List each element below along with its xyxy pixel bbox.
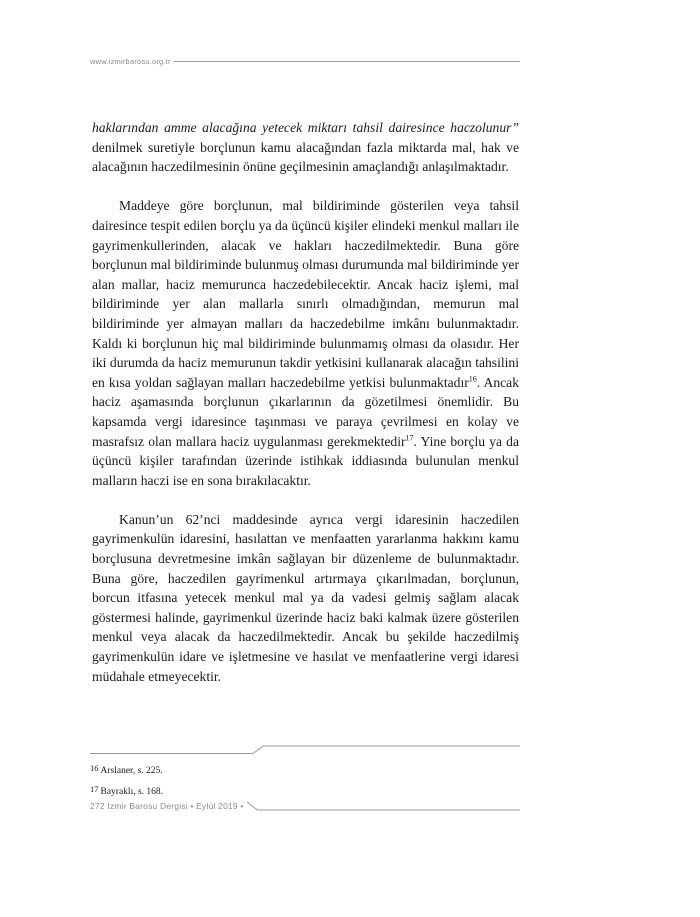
paragraph-1-rest: denilmek suretiyle borçlunun kamu alacağından fazla miktarda mal, hak ve alacağının haczedilmesinin önüne geçilmesinin amaçlandığı anlaşılmaktadır.: [92, 139, 519, 175]
footer-text: 272 İzmir Barosu Dergisi • Eylül 2019 •: [90, 801, 244, 811]
footnote-text: Arslaner, s. 225.: [100, 766, 163, 776]
footnote-number: 16: [90, 763, 99, 773]
footnote-16: [90, 761, 520, 778]
footer-rule: [247, 799, 520, 813]
paragraph-2-part-c: . Yine borçlu ya da üçüncü kişiler tarafından üzerinde istihkak iddiasında bulunulan menkul malların haczi ise en sona bırakılacaktır.: [92, 433, 519, 488]
paragraph-2-part-b: . Ancak haciz aşamasında borçlunun çıkarlarının da gözetilmesi önemlidir. Bu kapsamda vergi idaresince taşınması ve paraya çevrilmesi en kolay ve masrafsız olan mallara haciz uygulanması gerekmektedir: [92, 374, 519, 449]
main-text: [92, 118, 519, 686]
paragraph-2-part-a: Maddeye göre borçlunun, mal bildiriminde gösterilen veya tahsil dairesince tespit edilen borçlu ya da üçüncü kişiler elindeki menkul malları ile gayrimenkullerinden, alacak ve hakları haczedilmektedir. Buna göre borçlunun mal bildiriminde bulunmuş olması durumunda mal bildiriminde yer alan mallar, haciz memurunca haczedebilecektir. Ancak haciz işlemi, mal bildiriminde yer alan mallarla sınırlı olmadığından, memurun mal bildiriminde yer almayan malları da haczedebilme imkânı bulunmaktadır. Kaldı ki borçlunun hiç mal bildiriminde bulunmamış olması da olasıdır. Her iki durumda da haciz memurunun takdir yetkisini kullanarak alacağın tahsilini en kısa yoldan sağlayan malları haczedebilme yetkisi bulunmaktadır: [92, 198, 519, 390]
footnote-ref-17[interactable]: 17: [405, 432, 414, 442]
page-footer: [90, 798, 520, 814]
footnote-17: [90, 782, 520, 799]
quote-italic: haklarından amme alacağına yetecek miktarı tahsil dairesince haczolunur”: [92, 120, 519, 135]
footnote-ref-16[interactable]: 16: [468, 374, 477, 384]
footnote-number: 17: [90, 784, 99, 794]
page-header: [90, 54, 520, 68]
footnotes: [90, 761, 520, 803]
footnote-separator: [90, 744, 520, 756]
header-url: www.izmirbarosu.org.tr: [90, 56, 171, 66]
paragraph-1: [92, 118, 519, 177]
footnote-text: Bayraklı, s. 168.: [100, 787, 164, 797]
header-rule: [174, 61, 520, 62]
paragraph-3: Kanun’un 62’nci maddesinde ayrıca vergi idaresinin haczedilen gayrimenkulün idaresini, hasılattan ve menfaatten yararlanma hakkını kamu borçlusuna devretmesine imkân sağlayan bir düzenleme de bulunmaktadır. Buna göre, haczedilen gayrimenkul artırmaya çıkarılmadan, borçlunun, borcun itfasına yetecek menkul mal ya da vadesi gelmiş sağlam alacak göstermesi halinde, gayrimenkul üzerinde haciz baki kalmak üzere gösterilen menkul veya alacak da haczedilmektedir. Ancak bu şekilde haczedilmiş gayrimenkulün idare ve işletmesine ve hasılat ve menfaatlerine vergi idaresi müdahale etmeyecektir.: [92, 511, 519, 684]
paragraph-2: [92, 196, 519, 490]
